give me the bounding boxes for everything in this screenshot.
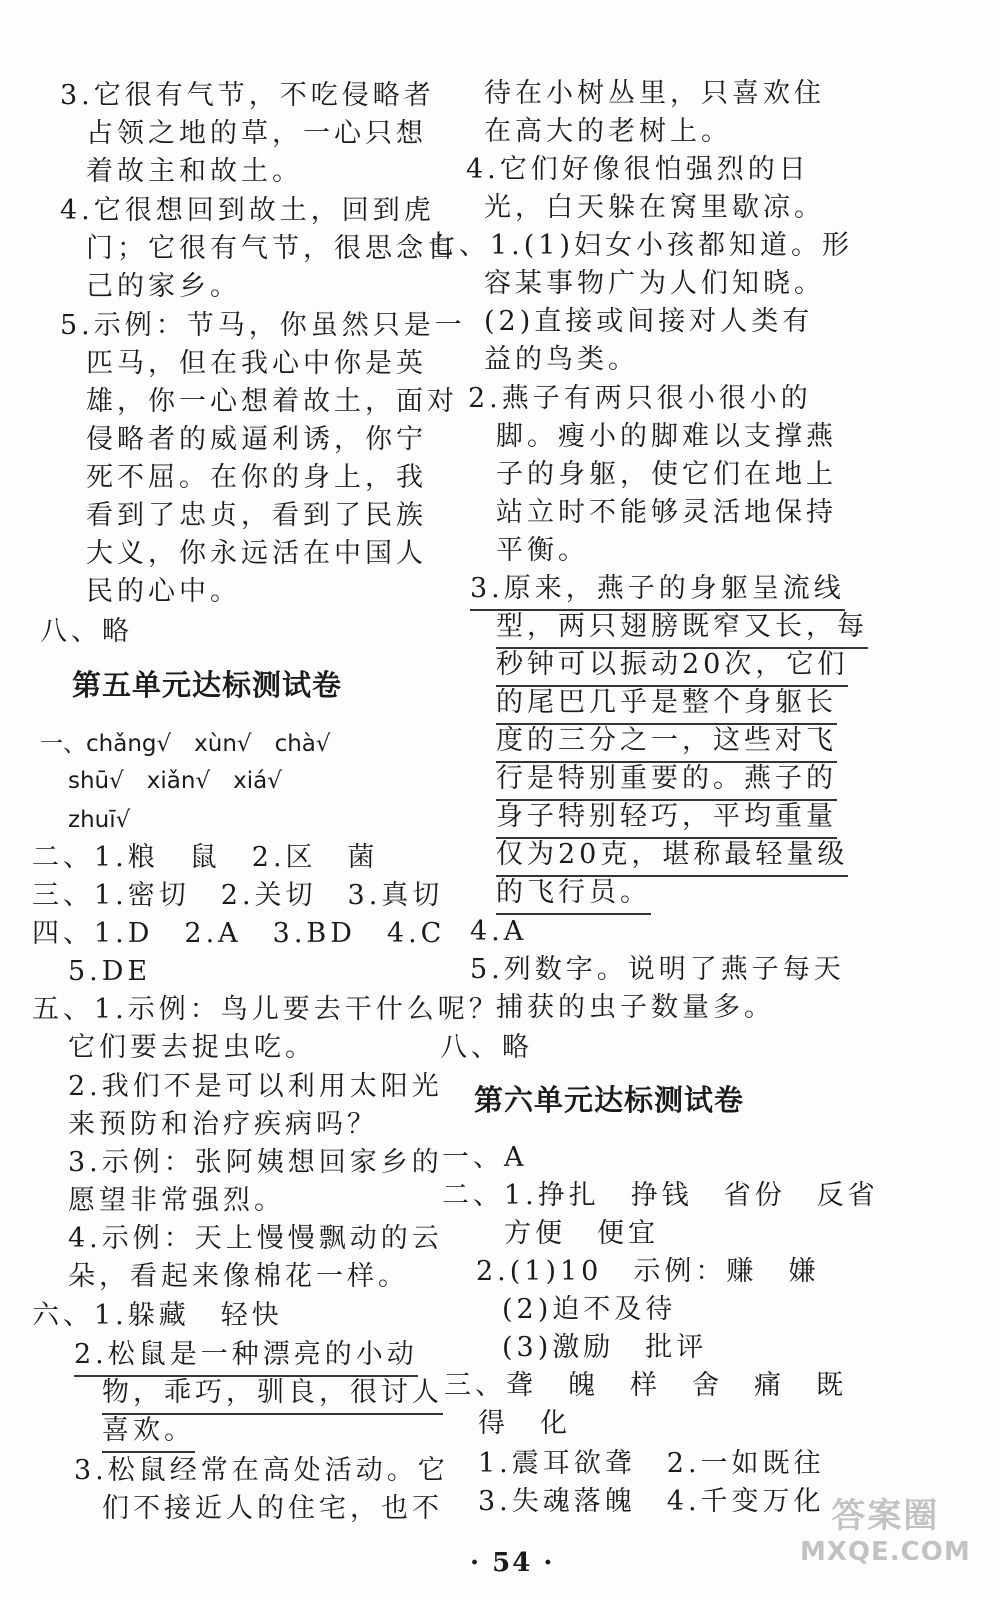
answer-line: 3.松鼠经常在高处活动。它 <box>74 1455 449 1486</box>
answer-line: 脚。瘦小的脚难以支撑燕 <box>496 421 837 452</box>
underlined-text: 秒钟可以振动20次，它们 <box>496 647 848 687</box>
answer-line: 匹马，但在我心中你是英 <box>86 348 427 379</box>
underlined-text: 的尾巴几乎是整个身躯长 <box>496 685 837 725</box>
answer-line: 六、1.躲藏 轻快 <box>32 1300 283 1331</box>
underlined-text: 的飞行员。 <box>496 875 651 915</box>
watermark-text: 答案圈 <box>831 1496 940 1536</box>
underlined-text: 身子特别轻巧，平均重量 <box>496 799 837 839</box>
answer-line: 3.示例：张阿姨想回家乡的 <box>68 1147 443 1178</box>
underlined-text: 仅为20克，堪称最轻量级 <box>496 837 848 877</box>
answer-line: 益的鸟类。 <box>484 344 639 375</box>
answer-line: (3)激励 批评 <box>502 1332 708 1363</box>
answer-line: 3.失魂落魄 4.千变万化 <box>478 1486 825 1517</box>
watermark-url: MXQE.COM <box>800 1537 971 1567</box>
answer-line <box>102 1413 195 1453</box>
answer-line: 三、1.密切 2.关切 3.真切 <box>32 880 444 911</box>
answer-line: (2)迫不及待 <box>502 1294 677 1325</box>
answer-line: 5.DE <box>68 956 152 987</box>
answer-line: 七、1.(1)妇女小孩都知道。形 <box>428 230 854 261</box>
answer-line: 在高大的老树上。 <box>484 116 732 147</box>
answer-line: 5.示例：节马，你虽然只是一 <box>60 310 466 341</box>
answer-line: (2)直接或间接对人类有 <box>484 306 814 337</box>
answer-line <box>496 799 837 839</box>
answer-line: 光，白天躲在窝里歇凉。 <box>484 192 825 223</box>
answer-line <box>102 1375 443 1415</box>
answer-line: 2.(1)10 示例：赚 嫌 <box>476 1256 820 1287</box>
answer-line <box>470 571 845 611</box>
answer-line: 雄，你一心想着故土，面对 <box>86 386 458 417</box>
answer-line: 侵略者的威逼利诱，你宁 <box>86 424 427 455</box>
section-heading: 第六单元达标测试卷 <box>474 1083 745 1117</box>
underlined-text: 度的三分之一，这些对飞 <box>496 723 837 763</box>
underlined-text: 物，乖巧，驯良，很讨人 <box>102 1375 443 1415</box>
answer-line: 看到了忠贞，看到了民族 <box>86 500 427 531</box>
answer-line: 五、1.示例：鸟儿要去干什么呢？ <box>32 994 500 1025</box>
answer-line: 一、A <box>442 1142 528 1173</box>
answer-line: 愿望非常强烈。 <box>68 1185 285 1216</box>
answer-line <box>496 837 848 877</box>
answer-line: 来预防和治疗疾病吗？ <box>68 1109 378 1140</box>
answer-line: 1.震耳欲聋 2.一如既往 <box>478 1448 825 1479</box>
answer-line: zhuī√ <box>68 807 131 833</box>
answer-line: 死不屈。在你的身上，我 <box>86 462 427 493</box>
answer-line <box>496 647 848 687</box>
answer-line: 二、1.粮 鼠 2.区 菌 <box>32 842 379 873</box>
answer-line: 3.它很有气节，不吃侵略者 <box>60 80 435 111</box>
answer-line: 八、略 <box>440 1032 533 1063</box>
answer-line: 得 化 <box>478 1408 571 1439</box>
underlined-text: 2.松鼠是一种漂亮的小动 <box>74 1337 418 1377</box>
answer-line: 大义，你永远活在中国人 <box>86 538 427 569</box>
answer-line <box>496 609 868 649</box>
answer-line: 4.它们好像很怕强烈的日 <box>466 154 810 185</box>
answer-line: 4.示例：天上慢慢飘动的云 <box>68 1223 443 1254</box>
answer-line: 2.我们不是可以利用太阳光 <box>68 1071 443 1102</box>
watermark-logo <box>800 1488 971 1567</box>
underlined-text: 型，两只翅膀既窄又长，每 <box>496 609 868 649</box>
page-number: · 54 · <box>470 1548 555 1578</box>
underlined-text: 喜欢。 <box>102 1413 195 1453</box>
answer-line: 4.它很想回到故土，回到虎 <box>60 195 435 226</box>
answer-line: 平衡。 <box>496 535 589 566</box>
answer-line: 占领之地的草，一心只想 <box>86 118 427 149</box>
answer-line: 门；它很有气节，很思念自 <box>86 233 458 264</box>
answer-line <box>496 875 651 915</box>
underlined-text: 行是特别重要的。燕子的 <box>496 761 837 801</box>
underlined-text: 3.原来，燕子的身躯呈流线 <box>470 571 845 611</box>
answer-line: 方便 便宜 <box>504 1218 659 1249</box>
answer-line <box>496 723 837 763</box>
answer-line: 5.列数字。说明了燕子每天 <box>470 954 845 985</box>
answer-line: 们不接近人的住宅，也不 <box>102 1493 443 1524</box>
answer-line: 二、1.挣扎 挣钱 省份 反省 <box>442 1180 879 1211</box>
answer-line: 捕获的虫子数量多。 <box>496 992 775 1023</box>
answer-line: 着故主和故土。 <box>86 156 303 187</box>
answer-line <box>496 761 837 801</box>
answer-line <box>74 1337 418 1377</box>
answer-line <box>496 685 837 725</box>
answer-line: 容某事物广为人们知晓。 <box>484 268 825 299</box>
answer-line: 三、聋 魄 样 舍 痛 既 <box>444 1370 847 1401</box>
answer-line: 站立时不能够灵活地保持 <box>496 497 837 528</box>
answer-line: 朵，看起来像棉花一样。 <box>68 1261 409 1292</box>
answer-line: 它们要去捉虫吃。 <box>68 1032 316 1063</box>
answer-line: 2.燕子有两只很小很小的 <box>468 383 812 414</box>
answer-line: 4.A <box>470 916 528 947</box>
answer-line: 八、略 <box>40 616 133 647</box>
section-heading: 第五单元达标测试卷 <box>72 668 343 702</box>
answer-line: 民的心中。 <box>86 576 241 607</box>
answer-line: 待在小树丛里，只喜欢住 <box>484 78 825 109</box>
answer-line: 己的家乡。 <box>86 271 241 302</box>
answer-line: 子的身躯，使它们在地上 <box>496 459 837 490</box>
answer-line: shū√ xiǎn√ xiá√ <box>68 768 282 794</box>
answer-line: 四、1.D 2.A 3.BD 4.C <box>32 918 446 949</box>
answer-line: 一、chǎng√ xùn√ chà√ <box>40 731 331 757</box>
